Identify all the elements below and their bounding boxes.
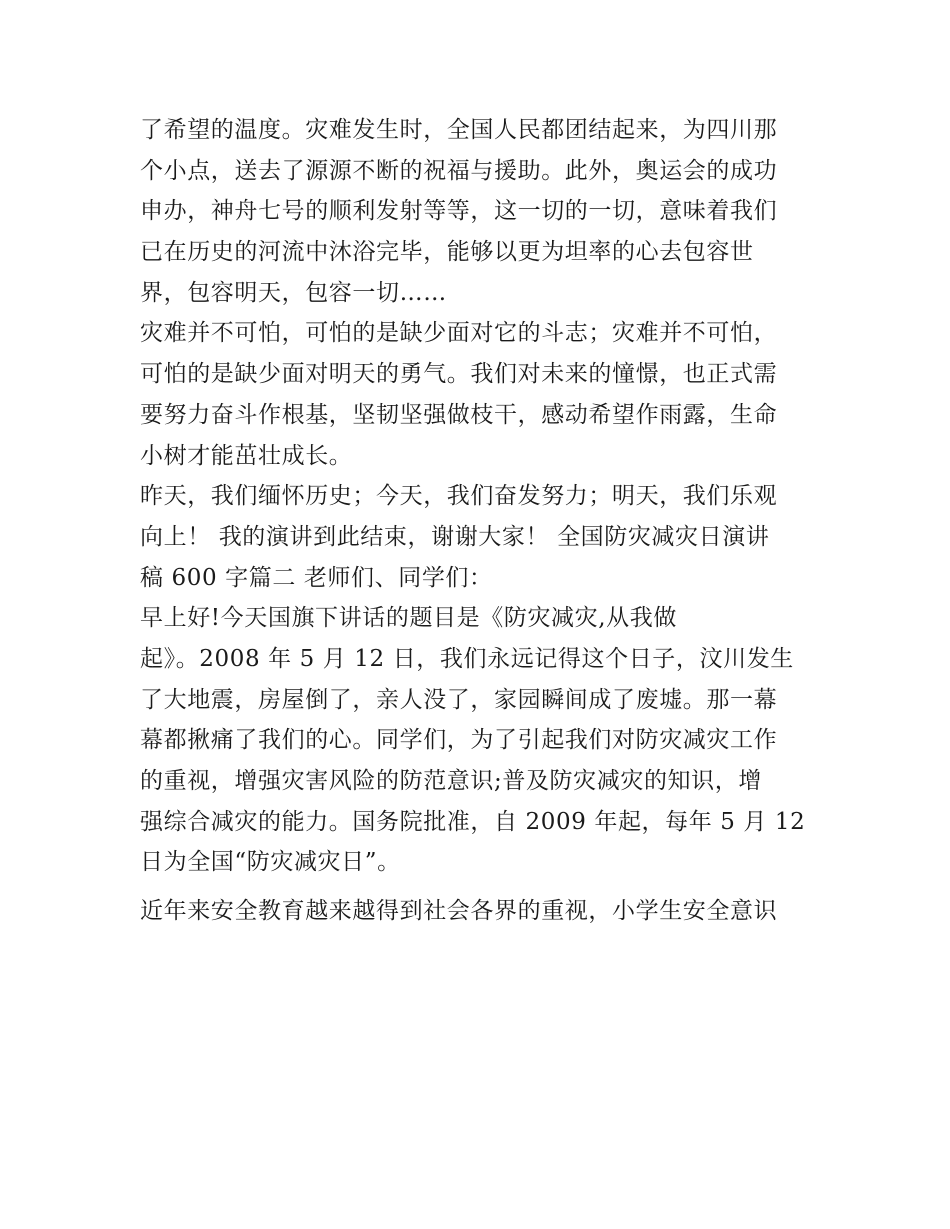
text-line: 早上好!今天国旗下讲话的题目是《防灾减灾,从我做	[140, 605, 677, 632]
text-line: 的重视，增强灾害风险的防范意识;普及防灾减灾的知识，增	[140, 768, 762, 794]
body-text	[140, 110, 820, 932]
text-line: 申办，神舟七号的顺利发射等等，这一切的一切，意味着我们	[140, 198, 778, 225]
text-line: 要努力奋斗作根基，坚韧坚强做枝干，感动希望作雨露，生命	[140, 401, 778, 428]
text-line: 日为全国“防灾减灾日”。	[140, 849, 401, 876]
text-line: 强综合减灾的能力。国务院批准，自 2009 年起，每年 5 月 12	[140, 808, 806, 835]
text-line: 昨天，我们缅怀历史；今天，我们奋发努力；明天，我们乐观	[140, 483, 778, 510]
text-line: 可怕的是缺少面对明天的勇气。我们对未来的憧憬，也正式需	[140, 361, 778, 388]
text-line: 近年来安全教育越来越得到社会各界的重视，小学生安全意识	[140, 898, 778, 925]
text-line: 已在历史的河流中沐浴完毕，能够以更为坦率的心去包容世	[140, 239, 754, 266]
text-line: 了大地震，房屋倒了，亲人没了，家园瞬间成了废墟。那一幕	[140, 686, 778, 713]
text-line: 界，包容明天，包容一切……	[140, 279, 447, 306]
text-line: 个小点，送去了源源不断的祝福与援助。此外，奥运会的成功	[140, 157, 778, 184]
text-line: 灾难并不可怕，可怕的是缺少面对它的斗志；灾难并不可怕，	[140, 320, 778, 347]
text-line: 小树才能茁壮成长。	[140, 442, 353, 469]
text-line: 了希望的温度。灾难发生时，全国人民都团结起来，为四川那	[140, 117, 778, 143]
text-line: 幕都揪痛了我们的心。同学们，为了引起我们对防灾减灾工作	[140, 727, 778, 754]
text-line: 起》。2008 年 5 月 12 日，我们永远记得这个日子，汶川发生	[140, 645, 794, 672]
text-line: 向上！ 我的演讲到此结束，谢谢大家！ 全国防灾减灾日演讲	[140, 523, 770, 550]
text-line: 稿 600 字篇二 老师们、同学们：	[140, 564, 493, 591]
